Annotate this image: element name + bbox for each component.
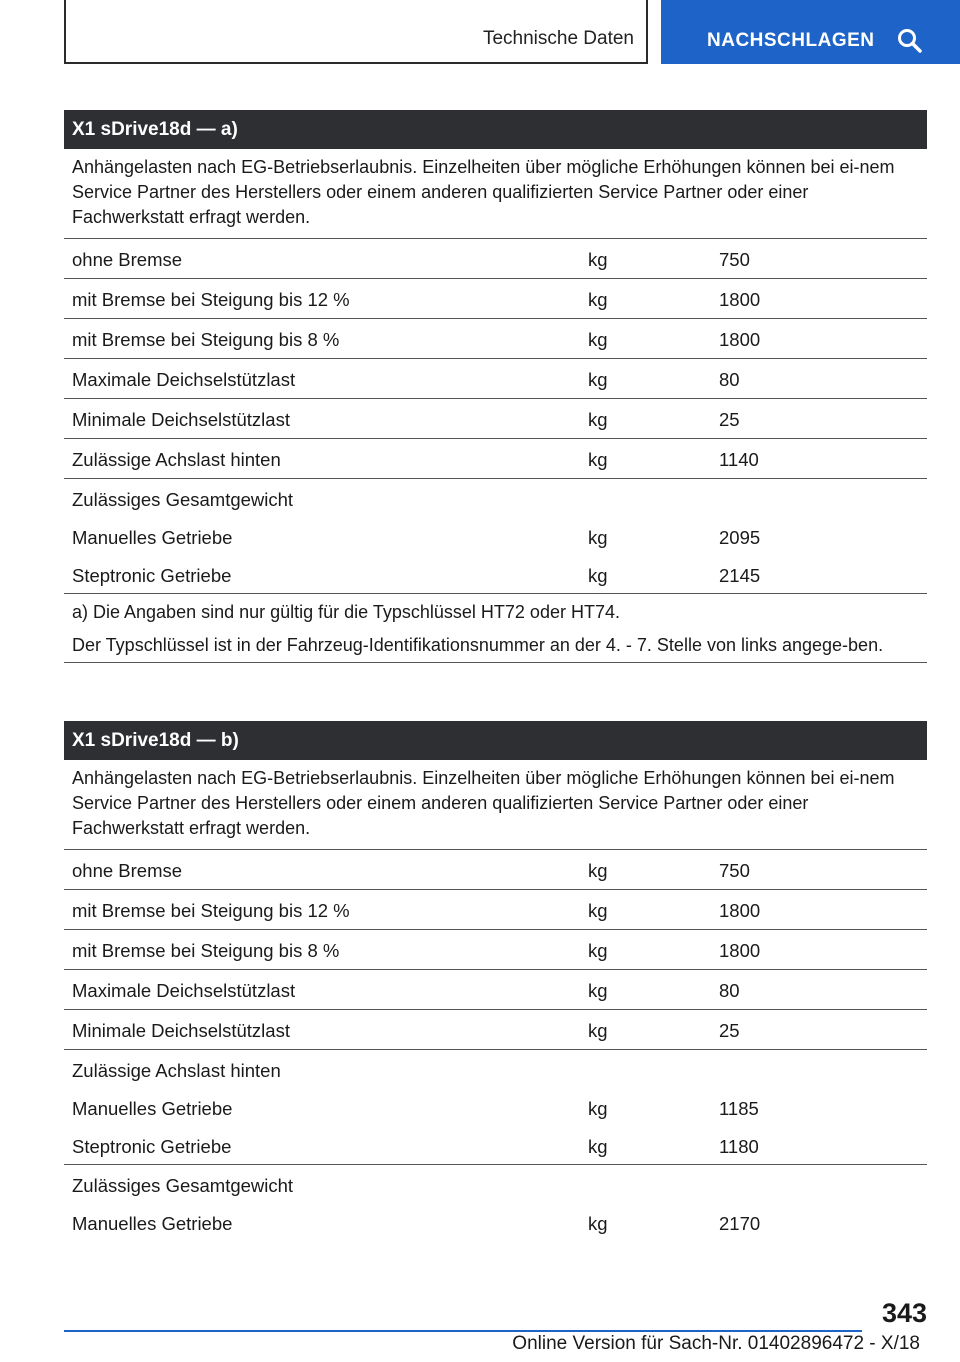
online-version-text: Online Version für Sach-Nr. 01402896472 - X/18 <box>512 1333 920 1354</box>
row-unit: kg <box>588 1136 608 1157</box>
row-unit: kg <box>588 329 608 350</box>
group-header-row <box>64 1165 927 1203</box>
footer-divider <box>64 1330 862 1332</box>
table-row <box>64 850 927 890</box>
section-title: Technische Daten <box>482 28 634 49</box>
row-value: 1800 <box>719 940 761 961</box>
row-value: 2170 <box>719 1213 761 1234</box>
row-unit: kg <box>588 409 608 430</box>
table-row <box>64 239 927 279</box>
footnote: Der Typschlüssel ist in der Fahrzeug-Identifikationsnummer an der 4. - 7. Stelle von links angege-ben. <box>72 635 884 655</box>
row-label: Zulässige Achslast hinten <box>72 449 281 470</box>
row-value: 1140 <box>719 449 759 470</box>
row-value: 2095 <box>719 527 761 548</box>
table-description: Anhängelasten nach EG-Betriebserlaubnis. Einzelheiten über mögliche Erhöhungen können bei ei-nem Service Partner des Herstellers oder einem anderen qualifizierten Service Partner oder einer Fachwerkstatt erfragt werden. <box>64 760 927 850</box>
table-description: Anhängelasten nach EG-Betriebserlaubnis. Einzelheiten über mögliche Erhöhungen können bei ei-nem Service Partner des Herstellers oder einem anderen qualifizierten Service Partner oder einer Fachwerkstatt erfragt werden. <box>64 149 927 239</box>
group-label: Zulässiges Gesamtgewicht <box>72 1175 294 1196</box>
row-unit: kg <box>588 527 608 548</box>
row-unit: kg <box>588 980 608 1001</box>
page-number: 343 <box>881 1298 927 1328</box>
table-title: X1 sDrive18d — a) <box>64 110 927 149</box>
row-label: mit Bremse bei Steigung bis 12 % <box>72 900 350 921</box>
row-unit: kg <box>588 565 608 586</box>
row-label: Steptronic Getriebe <box>72 565 232 586</box>
table-row <box>64 517 927 555</box>
row-label: mit Bremse bei Steigung bis 12 % <box>72 289 350 310</box>
table-row <box>64 399 927 439</box>
row-value: 1800 <box>719 329 761 350</box>
table-row <box>64 1126 927 1165</box>
table-row <box>64 890 927 930</box>
row-value: 25 <box>719 1020 740 1041</box>
row-unit: kg <box>588 249 608 270</box>
row-value: 25 <box>719 409 740 430</box>
table-row <box>64 555 927 594</box>
row-value: 1180 <box>719 1136 759 1157</box>
row-unit: kg <box>588 289 608 310</box>
row-value: 1800 <box>719 900 761 921</box>
table-row <box>64 359 927 399</box>
nachschlagen-label: NACHSCHLAGEN <box>707 30 875 51</box>
footnote: a) Die Angaben sind nur gültig für die Typschlüssel HT72 oder HT74. <box>72 602 620 622</box>
table-x1-sdrive18d-b <box>64 721 927 1241</box>
row-label: mit Bremse bei Steigung bis 8 % <box>72 329 340 350</box>
row-unit: kg <box>588 369 608 390</box>
row-unit: kg <box>588 940 608 961</box>
table-row <box>64 1088 927 1126</box>
row-unit: kg <box>588 1213 608 1234</box>
row-unit: kg <box>588 1020 608 1041</box>
table-title: X1 sDrive18d — b) <box>64 721 927 760</box>
row-label: Manuelles Getriebe <box>72 527 233 548</box>
table-row <box>64 1010 927 1050</box>
table-footnotes <box>64 594 927 663</box>
row-value: 750 <box>719 249 750 270</box>
table-row <box>64 970 927 1010</box>
row-unit: kg <box>588 1098 608 1119</box>
group-header-row <box>64 479 927 517</box>
row-label: Manuelles Getriebe <box>72 1098 233 1119</box>
table-row <box>64 319 927 359</box>
table-row <box>64 1203 927 1241</box>
table-row <box>64 439 927 479</box>
row-label: Maximale Deichselstützlast <box>72 369 296 390</box>
row-label: Manuelles Getriebe <box>72 1213 233 1234</box>
row-unit: kg <box>588 860 608 881</box>
search-icon[interactable] <box>897 28 923 54</box>
row-value: 80 <box>719 369 740 390</box>
row-label: Steptronic Getriebe <box>72 1136 232 1157</box>
group-header-row <box>64 1050 927 1088</box>
row-label: Minimale Deichselstützlast <box>72 1020 290 1041</box>
row-value: 750 <box>719 860 750 881</box>
table-row <box>64 930 927 970</box>
row-value: 1185 <box>719 1098 759 1119</box>
row-label: ohne Bremse <box>72 860 183 881</box>
group-label: Zulässiges Gesamtgewicht <box>72 489 294 510</box>
section-tab <box>64 0 648 64</box>
table-row <box>64 279 927 319</box>
row-label: ohne Bremse <box>72 249 183 270</box>
row-value: 1800 <box>719 289 761 310</box>
row-value: 2145 <box>719 565 761 586</box>
row-label: Minimale Deichselstützlast <box>72 409 290 430</box>
table-x1-sdrive18d-a <box>64 110 927 663</box>
row-label: mit Bremse bei Steigung bis 8 % <box>72 940 340 961</box>
row-unit: kg <box>588 900 608 921</box>
group-label: Zulässige Achslast hinten <box>72 1060 281 1081</box>
row-value: 80 <box>719 980 740 1001</box>
row-label: Maximale Deichselstützlast <box>72 980 296 1001</box>
row-unit: kg <box>588 449 608 470</box>
nachschlagen-button[interactable] <box>661 0 960 64</box>
